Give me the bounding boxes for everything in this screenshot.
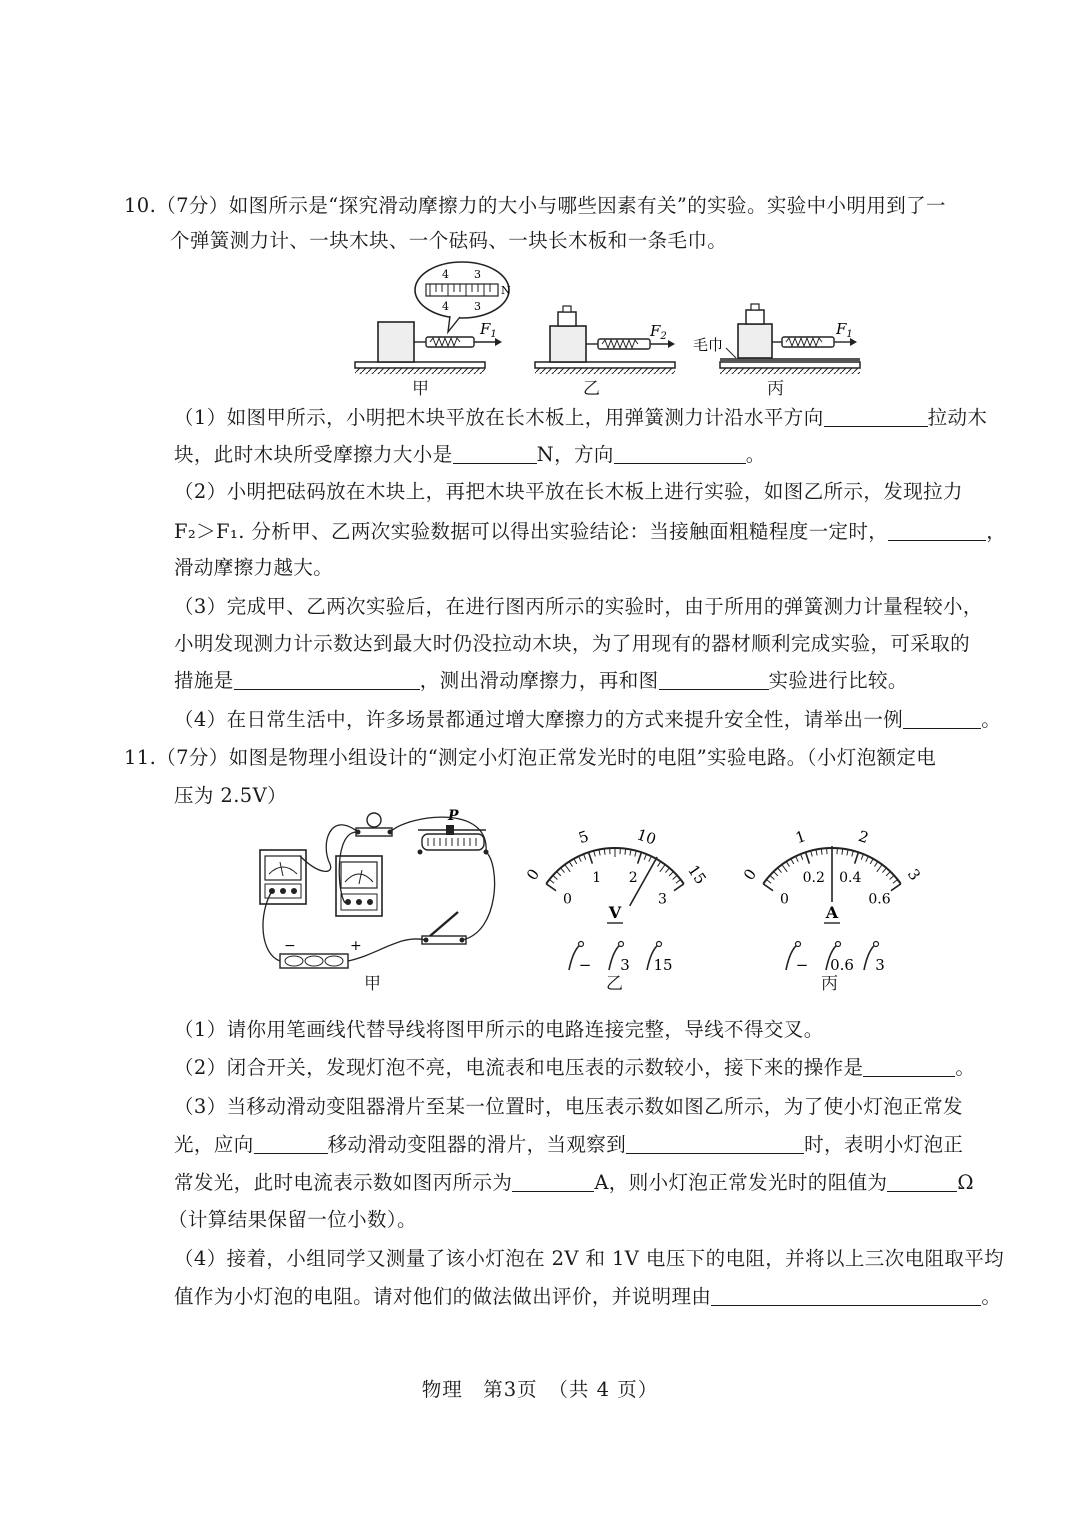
q11-stem-line-1: 11.（7分）如图是物理小组设计的“测定小灯泡正常发光时的电阻”实验电路。（小灯泡额定电 [124, 746, 937, 769]
ammeter-inner-tick-label: 0.2 [802, 869, 825, 886]
setup-yi [535, 306, 675, 374]
voltmeter-tick [553, 875, 557, 879]
voltmeter-tick [665, 868, 669, 873]
q11-caption-jia: 甲 [364, 974, 381, 994]
voltmeter-tick [546, 884, 556, 891]
scale-label-bottom: 4 [442, 300, 449, 313]
q10-caption-yi: 乙 [583, 379, 600, 399]
wood-block [550, 326, 586, 362]
ammeter-tick [806, 852, 810, 863]
answer-blank[interactable] [453, 445, 537, 464]
voltmeter-inner-tick-label: 0 [563, 891, 572, 908]
answer-blank[interactable] [888, 522, 986, 541]
answer-blank[interactable] [863, 1058, 955, 1077]
q11-caption-yi: 乙 [606, 974, 623, 994]
answer-blank[interactable] [711, 1287, 981, 1306]
ammeter-tick [877, 865, 882, 872]
voltmeter-tick [589, 852, 593, 863]
ammeter-tick [861, 854, 863, 860]
battery-minus-label: − [284, 938, 296, 954]
voltmeter-tick [549, 880, 554, 884]
voltmeter-tick [657, 862, 660, 867]
ammeter-tick [782, 865, 787, 872]
ammeter-inner-tick-label: 0.4 [839, 869, 862, 886]
q11-part1-line: （1）请你用笔画线代替导线将图甲所示的电路连接完整，导线不得交叉。 [174, 1018, 824, 1041]
voltmeter-unit-label: V [608, 903, 622, 922]
voltmeter-tick [630, 850, 631, 856]
ammeter-terminal-label: 0.6 [830, 956, 854, 974]
q11-part4-line-2: 值作为小灯泡的电阻。请对他们的做法做出评价，并说明理由 。 [174, 1285, 1002, 1308]
voltmeter-tick [676, 880, 681, 884]
voltmeter-outer-tick-label: 15 [684, 861, 710, 888]
wood-block [738, 324, 772, 358]
q11-part3-line-2: 光，应向 移动滑动变阻器的滑片，当观察到 时，表明小灯泡正 [174, 1133, 964, 1156]
ammeter-tick [870, 859, 873, 864]
q10-stem-line-2: 个弹簧测力计、一块木块、一个砝码、一块长木板和一条毛巾。 [170, 229, 728, 252]
voltmeter-tick [561, 868, 565, 873]
weight-block [746, 310, 764, 324]
ammeter-outer-tick-label: 3 [903, 865, 925, 884]
answer-blank[interactable] [254, 1135, 328, 1154]
voltmeter-tick [644, 854, 646, 860]
voltmeter-tick [565, 865, 570, 872]
ammeter-inner-tick-label: 0.6 [868, 891, 891, 908]
q10-caption-jia: 甲 [412, 379, 429, 399]
ammeter-tick [791, 859, 794, 864]
scale-label-bottom-2: 3 [474, 300, 481, 313]
ammeter-tick [766, 880, 771, 884]
voltmeter-terminal-label: 3 [620, 956, 630, 974]
q10-part1-line-2: 块，此时木块所受摩擦力大小是 N，方向 。 [174, 443, 766, 466]
ammeter-tick [890, 875, 894, 879]
q10-part3-line-2: 小明发现测力计示数达到最大时仍没拉动木块，为了用现有的器材顺利完成实验，可采取的 [174, 632, 971, 655]
voltmeter-tick [649, 856, 652, 861]
q10-part3-line-1: （3）完成甲、乙两次实验后，在进行图丙所示的实验时，由于所用的弹簧测力计量程较小， [174, 595, 983, 618]
ammeter-tick [778, 868, 782, 873]
ammeter-inner-tick-label: 0 [780, 891, 789, 908]
q11-part3-line-4: （计算结果保留一位小数）。 [168, 1208, 417, 1231]
scale-label-top-2: 3 [474, 268, 481, 281]
force-f2-label: $F_2$ [650, 322, 667, 342]
weight-block [558, 312, 576, 326]
voltmeter-tick [594, 851, 596, 857]
ammeter-terminal-label: − [795, 956, 809, 974]
voltmeter-dial [505, 812, 725, 980]
voltmeter-outer-tick-label: 0 [522, 865, 544, 884]
wood-block [378, 322, 414, 362]
ammeter-outer-tick-label: 1 [793, 827, 808, 848]
ammeter-tick [886, 872, 890, 876]
ammeter-outer-tick-label: 2 [856, 827, 871, 848]
voltmeter-tick [635, 851, 637, 857]
switch [422, 912, 466, 944]
force-f1-label: $F_1$ [480, 320, 497, 340]
ammeter-terminal-post [864, 944, 876, 970]
answer-blank[interactable] [512, 1173, 594, 1192]
voltmeter-tick [673, 875, 677, 879]
force-f1-label-bing: $F_1$ [836, 320, 853, 340]
voltmeter-inner-tick-label: 3 [658, 891, 667, 908]
ammeter-tick [816, 850, 817, 856]
answer-blank[interactable] [887, 1173, 957, 1192]
voltmeter-tick [638, 852, 642, 863]
q10-part3-line-3: 措施是 ，测出滑动摩擦力，再和图 实验进行比较。 [174, 669, 908, 692]
ammeter-tick [852, 851, 854, 857]
q11-stem-line-2: 压为 2.5V） [174, 784, 287, 807]
ammeter-tick [882, 868, 886, 873]
voltmeter-tick [660, 865, 665, 872]
q10-part2-line-1: （2）小明把砝码放在木块上，再把木块平放在长木板上进行实验，如图乙所示，发现拉力 [174, 480, 963, 503]
q10-stem-line-1: 10.（7分）如图所示是“探究滑动摩擦力的大小与哪些因素有关”的实验。实验中小明用到了一 [124, 194, 946, 217]
ammeter-outer-tick-label: 0 [739, 865, 761, 884]
voltmeter-inner-tick-label: 2 [628, 869, 638, 886]
q10-part2-line-3: 滑动摩擦力越大。 [174, 556, 334, 579]
answer-blank[interactable] [234, 671, 420, 690]
ammeter [260, 850, 306, 904]
voltmeter-tick [569, 862, 572, 867]
ammeter-tick [774, 872, 778, 876]
towel-label: 毛巾 [693, 336, 724, 354]
q11-part2-line: （2）闭合开关，发现灯泡不亮，电流表和电压表的示数较小，接下来的操作是 。 [174, 1056, 976, 1079]
voltmeter-tick [574, 859, 577, 864]
answer-blank[interactable] [626, 1135, 804, 1154]
q11-caption-bing: 丙 [821, 974, 838, 994]
battery [280, 938, 362, 968]
ammeter-tick [847, 850, 848, 856]
voltmeter-inner-tick-label: 1 [592, 869, 602, 886]
q10-part2-line-2: F₂＞F₁. 分析甲、乙两次实验数据可以得出实验结论：当接触面粗糙程度一定时， ， [174, 520, 1007, 543]
q11-part3-line-3: 常发光，此时电流表示数如图丙所示为 A，则小灯泡正常发光时的阻值为 Ω [174, 1171, 974, 1194]
ammeter-tick [855, 852, 859, 863]
ammeter-dial [722, 812, 942, 980]
setup-bing [693, 304, 860, 374]
voltmeter-tick [674, 884, 684, 891]
q11-circuit-figure [250, 804, 510, 974]
ammeter-tick [893, 880, 898, 884]
ammeter-tick [763, 884, 773, 891]
q10-friction-figure [350, 258, 870, 398]
answer-blank[interactable] [659, 671, 769, 690]
q10-part4-line: （4）在日常生活中，许多场景都通过增大摩擦力的方式来提升安全性，请举出一例 。 [174, 708, 1002, 731]
voltmeter-terminal-label: 15 [653, 956, 673, 974]
ammeter-tick [770, 875, 774, 879]
q11-part4-line-1: （4）接着，小组同学又测量了该小灯泡在 2V 和 1V 电压下的电阻，并将以上三次电阻取平均 [174, 1247, 1005, 1270]
circuit-diagram [250, 804, 510, 974]
ammeter-tick [786, 862, 789, 867]
ammeter-terminal-label: 3 [875, 956, 885, 974]
light-bulb [356, 813, 393, 836]
answer-blank[interactable] [903, 710, 981, 729]
q11-ammeter-dial-figure [722, 812, 942, 980]
voltmeter-tick [584, 854, 586, 860]
page-footer: 物理 第3页 （共 4 页） [421, 1378, 659, 1401]
voltmeter-tick [579, 856, 582, 861]
voltmeter [336, 856, 382, 916]
q11-part3-line-1: （3）当移动滑动变阻器滑片至某一位置时，电压表示数如图乙所示，为了使小灯泡正常发 [174, 1095, 963, 1118]
setup-jia [355, 262, 511, 374]
ammeter-tick [811, 851, 813, 857]
answer-blank[interactable] [824, 408, 928, 427]
voltmeter-terminal-post [609, 944, 621, 970]
scale-label-top: 4 [442, 268, 449, 281]
q10-caption-bing: 丙 [767, 379, 784, 399]
ammeter-tick [891, 884, 901, 891]
ammeter-tick [866, 856, 869, 861]
ammeter-tick [796, 856, 799, 861]
answer-blank[interactable] [614, 445, 746, 464]
q10-part1-line-1: （1）如图甲所示，小明把木块平放在长木板上，用弹簧测力计沿水平方向 拉动木 [174, 406, 988, 429]
voltmeter-outer-tick-label: 5 [576, 827, 591, 848]
voltmeter-outer-tick-label: 10 [634, 825, 659, 849]
battery-plus-label: + [350, 938, 362, 954]
voltmeter-tick [669, 872, 673, 876]
voltmeter-tick [557, 872, 561, 876]
voltmeter-tick [599, 850, 600, 856]
scale-unit-n: N [501, 284, 511, 297]
ammeter-tick [801, 854, 803, 860]
ammeter-tick [874, 862, 877, 867]
sliding-rheostat [418, 808, 489, 855]
voltmeter-terminal-label: − [578, 956, 592, 974]
friction-setup-diagram [350, 258, 870, 398]
slider-label: P [448, 808, 459, 824]
ammeter-unit-label: A [825, 903, 839, 922]
q11-voltmeter-dial-figure [505, 812, 725, 980]
